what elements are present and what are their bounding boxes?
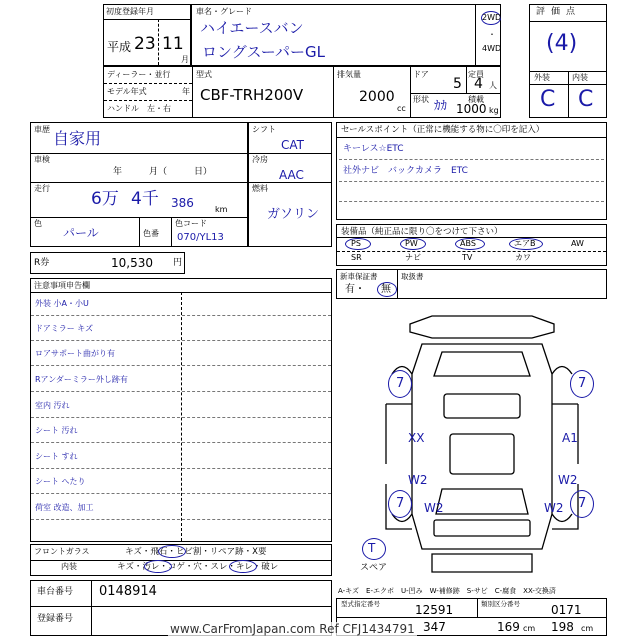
- notes-box: [30, 278, 332, 542]
- first-reg-label: 初度登録年月: [106, 7, 154, 16]
- warranty-box: [336, 269, 607, 299]
- interior-label-row: 内装: [61, 562, 77, 571]
- car-number: 0148914: [99, 584, 157, 599]
- interior-label: 内装: [572, 73, 588, 82]
- cat: 0171: [551, 603, 582, 617]
- fuel-label: 燃料: [252, 184, 268, 193]
- note-item: ロアサポート曲がり有: [35, 349, 115, 358]
- equip-airbag: エアB: [514, 239, 536, 248]
- score-value: (4): [546, 31, 578, 56]
- damage-left-rear-upper: W2: [408, 473, 428, 487]
- drive-dot: ・: [488, 30, 496, 39]
- length: 347: [423, 620, 446, 634]
- drive-2wd: 2WD: [482, 13, 502, 22]
- km-unit: km: [215, 205, 228, 214]
- fuel: ガソリン: [267, 207, 320, 222]
- equip-pw: PW: [405, 239, 418, 248]
- interior-score: C: [578, 87, 594, 112]
- interior-circle-2: [229, 560, 257, 573]
- mileage-label: 走行: [34, 184, 50, 193]
- warranty-circled: 無: [381, 284, 391, 295]
- ac: AAC: [279, 168, 304, 182]
- color-no-label: 色番: [143, 229, 159, 238]
- recycle-value: 10,530: [111, 256, 153, 270]
- manual-label: 取扱書: [401, 272, 424, 281]
- interior-text: キズ・汚レ・コゲ・穴・スレ・キレ・破レ: [117, 562, 279, 572]
- type-label: 型式: [196, 70, 212, 79]
- dealer-label: ディーラー・並行: [107, 70, 171, 79]
- inspection-label: 車検: [34, 155, 50, 164]
- month-unit: 月: [181, 55, 189, 64]
- doors: 5: [453, 76, 462, 92]
- car-diagram: [372, 314, 592, 576]
- type-spec-label: 型式指定番号: [341, 600, 380, 608]
- mileage-rest: 386: [171, 196, 194, 210]
- score-label: 評価点: [536, 7, 582, 17]
- wheel-rl: 7: [396, 496, 405, 511]
- name-grade-label: 車名・グレード: [196, 7, 252, 16]
- model-year-label: モデル年式: [107, 87, 147, 96]
- model-year-unit: 年: [182, 87, 190, 96]
- car-name-box: [191, 4, 501, 66]
- equip-abs: ABS: [460, 239, 476, 248]
- use-label: 車歴: [34, 125, 50, 134]
- mileage-sen: 4千: [131, 189, 159, 209]
- note-item: Rアンダーミラー外し跡有: [35, 375, 128, 384]
- glass-text: キズ・飛石・ヒビ割・リペア跡・X要: [125, 547, 267, 557]
- mileage-man: 6万: [91, 189, 119, 209]
- equip-tv: TV: [462, 253, 473, 262]
- sales-line-2: 社外ナビ バックカメラ ETC: [343, 166, 468, 176]
- wheel-rr: 7: [578, 496, 587, 511]
- color-code: 070/YL13: [177, 232, 224, 243]
- note-item: ドアミラー キズ: [35, 324, 94, 333]
- spare-value: T: [368, 541, 376, 555]
- equipment-box: [336, 224, 607, 266]
- equip-leather: カワ: [515, 253, 531, 262]
- drive-4wd: 4WD: [482, 44, 502, 53]
- capacity-unit: 人: [489, 81, 497, 90]
- type-spec: 12591: [415, 603, 454, 617]
- glass-label: フロントガラス: [34, 547, 90, 556]
- height-unit: cm: [581, 624, 594, 633]
- load-unit: kg: [489, 106, 499, 115]
- reg-year: 23: [134, 34, 156, 54]
- score-box: [529, 4, 607, 118]
- capacity: 4: [474, 76, 483, 92]
- note-item: シート 汚れ: [35, 426, 78, 435]
- color: パール: [63, 226, 99, 240]
- sales-line-1: キーレス☆ETC: [343, 144, 404, 154]
- car-number-label: 車台番号: [37, 587, 74, 597]
- exterior-score: C: [540, 87, 556, 112]
- era: 平成: [107, 40, 132, 54]
- warranty-value: 有・: [345, 284, 365, 295]
- note-item: 荷室 改造、加工: [35, 503, 94, 512]
- height: 198: [551, 620, 574, 634]
- color-label: 色: [34, 219, 42, 228]
- spare-label: スペア: [360, 563, 388, 573]
- wheel-fr: 7: [578, 376, 587, 391]
- notes-label: 注意事項申告欄: [34, 281, 90, 290]
- sales-points-label: セールスポイント（正常に機能する物に〇印を記入）: [341, 125, 545, 135]
- first-reg-box: [103, 4, 191, 66]
- equip-sr: SR: [351, 253, 362, 262]
- glass-interior-box: [30, 544, 332, 576]
- legend-text: A-キズ E-エクボ U-凹み W-補修跡 S-サビ C-腐食 XX-交換済: [338, 587, 556, 595]
- displacement: 2000: [359, 89, 395, 105]
- equipment-label: 装備品（純正品に限り〇をつけて下さい）: [341, 227, 503, 237]
- color-code-label: 色コード: [175, 219, 207, 228]
- reg-month: 11: [162, 34, 184, 54]
- displacement-label: 排気量: [337, 70, 361, 79]
- note-item: 室内 汚れ: [35, 401, 70, 410]
- watermark: www.CarFromJapan.com Ref CFJ1434791: [170, 622, 415, 636]
- damage-left-mid: XX: [408, 431, 425, 445]
- cat-label: 類別区分番号: [481, 600, 520, 608]
- recycle-unit: 円: [173, 258, 183, 268]
- car-outline-icon: [372, 314, 592, 576]
- inspection: 年 月（ 日）: [113, 167, 213, 177]
- sales-points-box: [336, 122, 607, 220]
- use: 自家用: [53, 129, 102, 148]
- equip-ps: PS: [351, 239, 361, 248]
- model-type: CBF-TRH200V: [200, 86, 304, 104]
- damage-right-rear-lower: W2: [544, 501, 564, 515]
- width-unit: cm: [523, 624, 536, 633]
- shape: ｶｶ: [434, 99, 447, 114]
- grade: ロングスーパーGL: [202, 43, 326, 61]
- width: 169: [497, 620, 520, 634]
- damage-right-mid: A1: [562, 431, 578, 445]
- shift-box: [248, 122, 332, 247]
- car-name: ハイエースバン: [200, 19, 304, 37]
- load: 1000: [456, 102, 487, 116]
- note-item: シート へたり: [35, 477, 86, 486]
- cc-unit: cc: [397, 104, 406, 113]
- reg-number-label: 登録番号: [37, 614, 74, 624]
- wheel-fl: 7: [396, 376, 405, 391]
- shape-label: 形状: [413, 95, 429, 104]
- damage-right-rear-upper: W2: [558, 473, 578, 487]
- equip-aw: AW: [571, 239, 584, 248]
- recycle-box: [30, 252, 185, 274]
- damage-left-rear-lower: W2: [424, 501, 444, 515]
- shift-label: シフト: [252, 125, 276, 134]
- exterior-label: 外装: [534, 73, 550, 82]
- history-box: [30, 122, 248, 247]
- shift: CAT: [281, 138, 304, 152]
- spec-row-box: [103, 66, 501, 118]
- glass-circle: [158, 545, 186, 558]
- ac-label: 冷房: [252, 155, 268, 164]
- door-label: ドア: [413, 70, 429, 79]
- recycle-label: R券: [34, 258, 50, 268]
- interior-circle-1: [144, 560, 172, 573]
- capacity-label: 定員: [468, 70, 484, 79]
- handle-label: ハンドル 左・右: [107, 104, 171, 113]
- note-item: 外装 小A・小U: [35, 299, 89, 308]
- note-item: シート すれ: [35, 452, 78, 461]
- load-label: 積載: [468, 95, 484, 104]
- warranty-label: 新車保証書: [340, 272, 378, 281]
- equip-navi: ナビ: [405, 253, 421, 262]
